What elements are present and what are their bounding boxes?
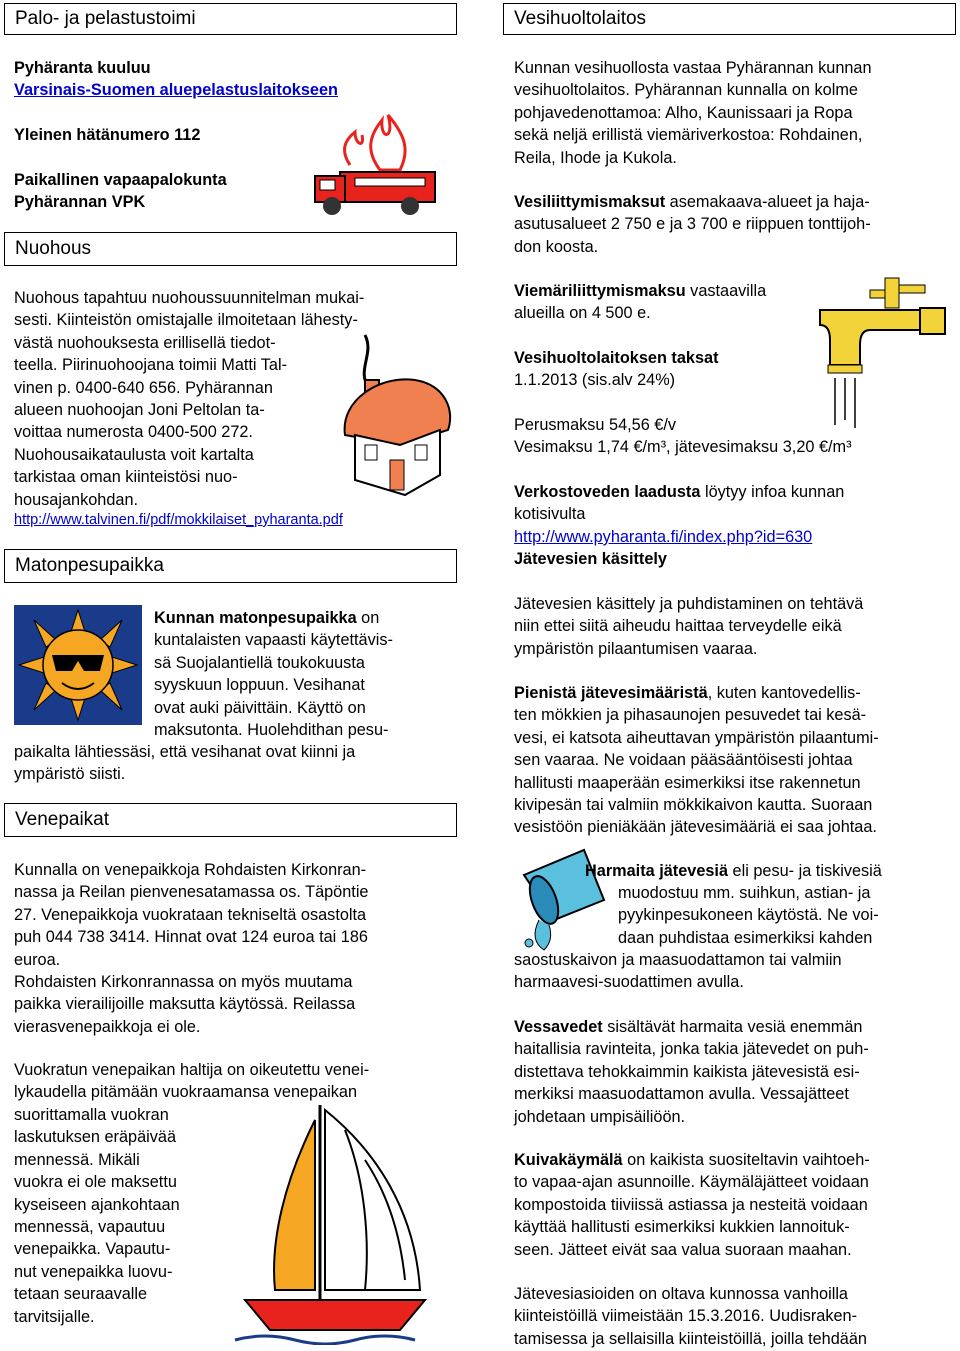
pieni-bold: Pienistä jätevesimääristä [514, 684, 708, 702]
vessa-body [514, 1016, 869, 1128]
vessa-bold: Vessavedet [514, 1018, 603, 1036]
fire-truck-icon [310, 110, 450, 220]
vene-p3: suorittamalla vuokran laskutuksen eräpäivää mennessä. Mikäli vuokra ei ole maksettu kyseiseen ajankohtaan mennessä, vapautuu venepaikka. Vapautu- nut venepaikka luovu- tetaan seuraavalle tarvitsijalle. [14, 1106, 180, 1326]
harmaa-lines3: saostuskaivon ja maasuodattamon tai valmiin harmaavesi-suodattimen avulla. [514, 951, 842, 992]
last-paragraph: Jätevesiasioiden on oltava kunnossa vanhoilla kiinteistöillä viimeistään 15.3.2016. Uudisraken- tamisessa ja sellaisilla kiinteistöillä, joilla tehdään [514, 1285, 867, 1348]
harmaa-text1: eli pesu- ja tiskivesiä [728, 862, 882, 880]
sun-sunglasses-icon [14, 605, 142, 725]
palo-line1: Pyhäranta kuuluu [14, 59, 151, 77]
vesi-p3-bold: Viemäriliittymismaksu [514, 282, 686, 300]
kuiva-body [514, 1149, 870, 1261]
vesi-p2-text: asemakaava-alueet ja haja- asutusalueet 2 750 e ja 3 700 e riippuen tonttijoh- don koosta. [514, 193, 871, 256]
maton-text1: on kuntalaisten vapaasti käytettävis- sä Suojalantiellä toukokuusta syyskuun loppuun. Vesihanat ovat auki päivittäin. Käyttö on maksutonta. Huolehdithan pesu- [154, 609, 393, 740]
laatu-text: löytyy infoa kunnan kotisivulta [514, 483, 845, 524]
vene-p1: Kunnalla on venepaikkoja Rohdaisten Kirkonran- nassa ja Reilan pienvenesatamassa os. Täpöntie 27. Venepaikkoja vuokrataan tekniseltä osastolta puh 044 738 3414. Hinnat ovat 124 euroa tai 186 euroa. Rohdaisten Kirkonrannassa on myös muutama paikka vierailijoille maksutta käytössä. Reilassa vierasvenepaikkoja ei ole. [14, 861, 369, 1036]
house-chimney-icon [330, 330, 460, 500]
laatu [514, 481, 844, 526]
nuohous-body: Nuohous tapahtuu nuohoussuunnitelman mukai- sesti. Kiinteistön omistajalle ilmoitetaan lähesty- västä nuohouksesta erillisellä tiedot- teella. Piirinuohoojana toimii Matti Tal- vinen p. 0400-640 656. Pyhärannan alueen nuohoojan Joni Peltolan ta- voittaa numerosta 0400-500 272. Nuohousaikataulusta voit kartalta tarkistaa oman kiinteistösi nuo- housajankohdan. [14, 289, 365, 509]
jate-body: Jätevesien käsittely ja puhdistaminen on tehtävä niin ettei siitä aiheudu haittaa terveydelle eikä ympäristön pilaantumisen vaaraa. [514, 595, 864, 658]
vpk-info: Paikallinen vapaapalokunta Pyhärannan VPK [14, 171, 227, 212]
kuiva-bold: Kuivakäymälä [514, 1151, 623, 1169]
pelastuslaitos-link[interactable]: Varsinais-Suomen aluepelastuslaitokseen [14, 81, 338, 99]
vesi-p3 [514, 280, 766, 325]
section-heading-vene: Venepaikat [4, 803, 457, 837]
maton-bold: Kunnan matonpesupaikka [154, 609, 357, 627]
maton-body [154, 607, 393, 741]
sailboat-icon [215, 1100, 455, 1345]
nuohous-link[interactable]: http://www.talvinen.fi/pdf/mokkilaiset_pyharanta.pdf [14, 512, 343, 528]
vene-p2: Vuokratun venepaikan haltija on oikeutettu venei- lykaudella pitämään vuokraamansa venepaikan [14, 1061, 370, 1102]
section-heading-vesi: Vesihuoltolaitos [503, 3, 956, 35]
vesi-p2-bold: Vesiliittymismaksut [514, 193, 666, 211]
maton-body2: paikalta lähtiessäsi, että vesihanat ovat kiinni ja ympäristö siisti. [14, 743, 356, 784]
emergency-number: Yleinen hätänumero 112 [14, 126, 201, 144]
laatu-bold: Verkostoveden laadusta [514, 483, 701, 501]
pieni-body [514, 682, 879, 839]
vesi-p1: Kunnan vesihuollosta vastaa Pyhärannan kunnan vesihuoltolaitos. Pyhärannan kunnalla on kolme pohjavedenottamoa: Alho, Kaunissaari ja Ropa sekä neljä erillistä viemäriverkostoa: Rohdainen, Reila, Ihode ja Kukola. [514, 59, 872, 167]
kuiva-text: on kaikista suositeltavin vaihtoeh- to vapaa-ajan asunnoille. Käymäläjätteet voidaan kompostoida tiiviissä astiassa ja nesteitä voidaan käyttää hallitusti esimerkiksi kukkien lannoituk- seen. Jätteet eivät saa valua suoraan maahan. [514, 1151, 870, 1259]
vesimaksu: Vesimaksu 1,74 €/m³, jätevesimaksu 3,20 €/m³ [514, 438, 852, 456]
section-heading-maton: Matonpesupaikka [4, 549, 457, 583]
jate-heading: Jätevesien käsittely [514, 550, 667, 568]
vessa-text: sisältävät harmaita vesiä enemmän haitallisia ravinteita, jonka takia jätevedet on puh- distettava tehokkaimmin kaikista jätevesistä esi- merkiksi maasuodattamon avulla. Vessajätteet johdetaan umpisäiliöön. [514, 1018, 869, 1126]
vesi-p3-text: vastaavilla alueilla on 4 500 e. [514, 282, 767, 323]
harmaa-lines2: muodostuu mm. suihkun, astian- ja pyykinpesukoneen käytöstä. Ne voi- daan puhdistaa esimerkiksi kahden [618, 884, 879, 947]
pieni-text: , kuten kantovedellis- ten mökkien ja pihasaunojen pesuvedet tai kesä- vesi, ei katsota aiheuttavan ympäristön pilaantumi- sen vaaraa. Ne voidaan pääsääntöisesti johtaa hallitusti maaperään esimerkiksi itse rakennetun kivipesän tai valmiin mökkikaivon kautta. Suoraan vesistöön pieniäkään jätevesimääriä ei saa johtaa. [514, 684, 879, 837]
section-heading-palo: Palo- ja pelastustoimi [4, 3, 457, 35]
harmaa-line1 [585, 860, 882, 882]
vesi-p2 [514, 191, 871, 258]
taksat-date: 1.1.2013 (sis.alv 24%) [514, 371, 676, 389]
section-heading-nuohous: Nuohous [4, 232, 457, 266]
water-tap-icon [800, 270, 950, 430]
harmaa-bold: Harmaita jätevesiä [585, 862, 729, 880]
taksat-heading: Vesihuoltolaitoksen taksat [514, 349, 719, 367]
pyharanta-link[interactable]: http://www.pyharanta.fi/index.php?id=630 [514, 528, 813, 546]
perusmaksu: Perusmaksu 54,56 €/v [514, 416, 676, 434]
